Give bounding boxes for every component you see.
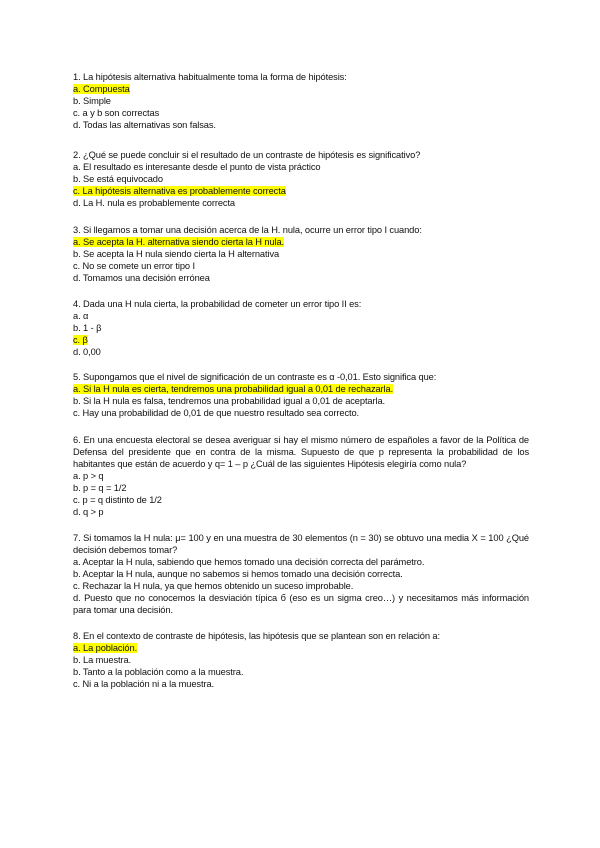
- answer-option: d. 0,00: [73, 347, 101, 357]
- answer-option: c. p = q distinto de 1/2: [73, 495, 162, 505]
- answer-option: b. 1 - β: [73, 323, 102, 333]
- question-stem: 7. Si tomamos la H nula: μ= 100 y en una muestra de 30 elementos (n = 30) se obtuvo una media X = 100 ¿Qué decisión debemos tomar?: [73, 533, 529, 555]
- answer-option: a. p > q: [73, 471, 104, 481]
- question-2: [73, 149, 529, 209]
- answer-option: a. El resultado es interesante desde el punto de vista práctico: [73, 162, 321, 172]
- question-5: [73, 371, 529, 419]
- answer-option: a. α: [73, 311, 89, 321]
- answer-option: c. a y b son correctas: [73, 108, 160, 118]
- answer-option: d. La H. nula es probablemente correcta: [73, 198, 235, 208]
- answer-option-highlighted: a. Se acepta la H. alternativa siendo cierta la H nula.: [73, 237, 285, 247]
- question-stem: 3. Si llegamos a tomar una decisión acerca de la H. nula, ocurre un error tipo I cuando:: [73, 225, 422, 235]
- question-1: [73, 71, 529, 131]
- answer-option-highlighted: a. La población.: [73, 643, 138, 653]
- answer-option: c. Ni a la población ni a la muestra.: [73, 679, 214, 689]
- question-stem: 5. Supongamos que el nivel de significación de un contraste es α -0,01. Esto significa que:: [73, 372, 437, 382]
- answer-option: b. Se acepta la H nula siendo cierta la H alternativa: [73, 249, 280, 259]
- answer-option-highlighted: a. Compuesta: [73, 84, 130, 94]
- answer-option: c. Hay una probabilidad de 0,01 de que nuestro resultado sea correcto.: [73, 408, 360, 418]
- answer-option-highlighted: a. Si la H nula es cierta, tendremos una probabilidad igual a 0,01 de rechazarla.: [73, 384, 394, 394]
- question-stem: 1. La hipótesis alternativa habitualmente toma la forma de hipótesis:: [73, 72, 347, 82]
- question-8: [73, 630, 529, 690]
- question-7: [73, 532, 529, 616]
- question-stem: 2. ¿Qué se puede concluir si el resultado de un contraste de hipótesis es significativo?: [73, 150, 421, 160]
- answer-option-highlighted: c. β: [73, 335, 88, 345]
- answer-option: b. p = q = 1/2: [73, 483, 127, 493]
- answer-option: d. q > p: [73, 507, 104, 517]
- answer-option: b. Simple: [73, 96, 111, 106]
- question-4: [73, 298, 529, 358]
- question-stem: 4. Dada una H nula cierta, la probabilidad de cometer un error tipo II es:: [73, 299, 362, 309]
- answer-option: c. No se comete un error tipo I: [73, 261, 195, 271]
- answer-option: b. Si la H nula es falsa, tendremos una probabilidad igual a 0,01 de aceptarla.: [73, 396, 386, 406]
- answer-option: d. Tomamos una decisión errónea: [73, 273, 210, 283]
- question-6: [73, 434, 529, 518]
- answer-option-highlighted: c. La hipótesis alternativa es probablemente correcta: [73, 186, 286, 196]
- answer-option: d. Puesto que no conocemos la desviación típica б (eso es un sigma creo…) y necesitamos más información para tomar una decisión.: [73, 593, 529, 615]
- answer-option: b. Tanto a la población como a la muestra.: [73, 667, 244, 677]
- question-3: [73, 224, 529, 284]
- answer-option: a. Aceptar la H nula, sabiendo que hemos tomado una decisión correcta del parámetro.: [73, 557, 425, 567]
- answer-option: d. Todas las alternativas son falsas.: [73, 120, 216, 130]
- answer-option: b. Se está equivocado: [73, 174, 163, 184]
- answer-option: b. La muestra.: [73, 655, 132, 665]
- answer-option: b. Aceptar la H nula, aunque no sabemos si hemos tomado una decisión correcta.: [73, 569, 403, 579]
- answer-option: c. Rechazar la H nula, ya que hemos obtenido un suceso improbable.: [73, 581, 354, 591]
- question-stem: 6. En una encuesta electoral se desea averiguar si hay el mismo número de españoles a favor de la Política de Defensa del presidente que en contra de la misma. Supuesto de que p representa la probabilidad de los habitantes que están de acuerdo y q= 1 – p ¿Cuál de las siguientes Hipótesis elegiría como nula?: [73, 435, 529, 469]
- question-stem: 8. En el contexto de contraste de hipótesis, las hipótesis que se plantean son en relación a:: [73, 631, 440, 641]
